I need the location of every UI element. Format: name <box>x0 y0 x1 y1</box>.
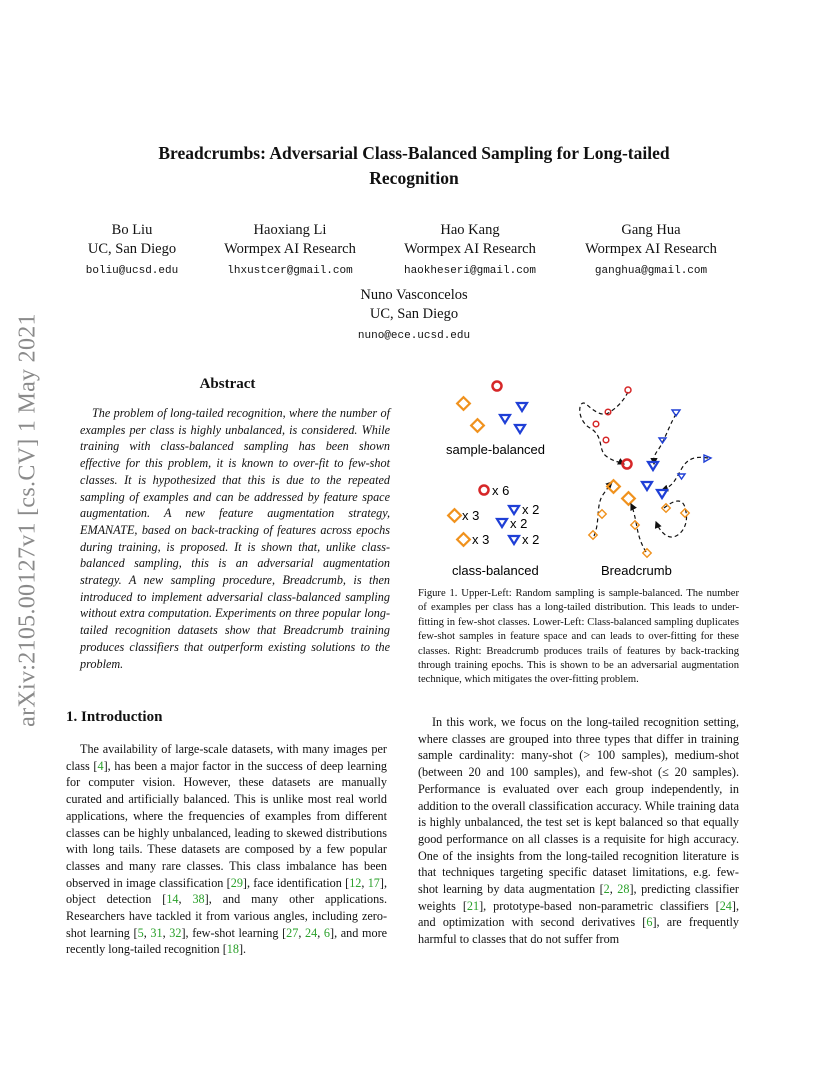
blue-breadcrumb <box>659 438 666 443</box>
citation-link[interactable]: 21 <box>466 898 480 913</box>
body-text: ], and optimization with second derivatives [ <box>418 898 739 930</box>
author-affiliation: Wormpex AI Research <box>585 241 717 257</box>
breadcrumb-panel <box>580 387 711 578</box>
label-class-balanced: class-balanced <box>452 563 539 578</box>
body-text: ], prototype-based non-parametric classifiers [ <box>479 898 720 913</box>
author-email[interactable]: boliu@ucsd.edu <box>85 265 179 277</box>
body-text: The availability of large-scale datasets, with many images per class [ <box>66 742 387 773</box>
body-text: ], and more recently long-tailed recognition [ <box>66 925 388 957</box>
count-triangle-b: x 2 <box>510 516 528 531</box>
author-email[interactable]: ganghua@gmail.com <box>594 265 708 277</box>
author-email[interactable]: nuno@ece.ucsd.edu <box>357 330 471 342</box>
citation-link[interactable]: 18 <box>226 942 239 957</box>
body-text: , <box>361 875 368 890</box>
blue-current-feature <box>642 482 652 490</box>
author-name: Haoxiang Li <box>253 222 327 238</box>
orange-breadcrumb <box>662 504 670 512</box>
blue-current-feature <box>657 490 667 498</box>
abstract-heading: Abstract <box>199 376 256 392</box>
sample-balanced-panel <box>446 382 545 458</box>
diamond-sample-marker <box>457 397 470 410</box>
triangle-sample-marker <box>515 425 525 433</box>
orange-current-feature <box>622 492 635 505</box>
count-diamond-a: x 3 <box>462 508 480 523</box>
body-text: ], face identification [ <box>242 875 350 890</box>
author-email[interactable]: haokheseri@gmail.com <box>403 265 537 277</box>
author-name: Hao Kang <box>440 222 500 238</box>
blue-current-feature <box>648 462 658 470</box>
orange-breadcrumb <box>681 509 689 517</box>
citation-link[interactable]: 2 <box>603 882 610 897</box>
class-balanced-panel <box>448 483 539 578</box>
triangle-class-marker <box>509 536 519 544</box>
label-sample-balanced: sample-balanced <box>446 442 546 457</box>
count-diamond-b: x 3 <box>472 532 490 547</box>
author-affiliation: UC, San Diego <box>369 306 459 322</box>
citation-link[interactable]: 14 <box>166 892 179 907</box>
red-trail-line <box>580 392 628 464</box>
author-affiliation: Wormpex AI Research <box>224 241 356 257</box>
author-affiliation: Wormpex AI Research <box>404 241 536 257</box>
citation-link[interactable]: 24 <box>305 925 318 940</box>
citation-link[interactable]: 24 <box>719 898 732 913</box>
citation-link[interactable]: 17 <box>367 875 380 890</box>
author-affiliation: UC, San Diego <box>87 241 177 257</box>
diamond-class-marker <box>457 533 470 546</box>
arxiv-stamp <box>8 285 48 755</box>
title-line-2: Recognition <box>369 168 459 188</box>
title-line-1: Breadcrumbs: Adversarial Class-Balanced Sampling for Long-tailed <box>158 143 670 163</box>
diamond-class-marker <box>448 509 461 522</box>
orange-breadcrumb <box>643 549 651 557</box>
author-4 <box>541 221 761 281</box>
paper-title <box>0 141 828 191</box>
body-text: , <box>317 925 324 940</box>
citation-link[interactable]: 27 <box>286 925 299 940</box>
author-name: Gang Hua <box>621 222 681 238</box>
author-name: Bo Liu <box>111 222 153 238</box>
triangle-class-marker <box>497 519 507 527</box>
circle-class-marker <box>480 486 489 495</box>
author-email[interactable]: lhxustcer@gmail.com <box>227 265 353 277</box>
body-text: In this work, we focus on the long-tailed recognition setting, where classes are grouped into three types that differ in training sample cardinality: many-shot (> 100 samples), medium-shot (between 20 and 100 samples), and few-shot (≤ 20 samples). Performance is evaluated over each group independently, in addition to the overall classification accuracy. While training data is highly unbalanced, the test set is kept balanced so that equally good performance on all classes is a requisite for high accuracy. One of the insights from the long-tailed recognition literature is that techniques targeting specific dataset limitations, e.g. few-shot learning by data augmentation [ <box>418 715 739 897</box>
red-breadcrumb <box>605 409 611 415</box>
citation-link[interactable]: 6 <box>323 925 331 940</box>
citation-link[interactable]: 31 <box>150 925 163 940</box>
body-text: , <box>143 925 151 940</box>
triangle-class-marker <box>509 506 519 514</box>
arxiv-stamp-text: arXiv:2105.00127v1 [cs.CV] 1 May 2021 <box>14 313 41 727</box>
label-breadcrumb: Breadcrumb <box>601 563 672 578</box>
citation-link[interactable]: 12 <box>349 875 362 890</box>
citation-link[interactable]: 32 <box>169 925 182 940</box>
body-text: , <box>162 925 170 940</box>
section-heading: 1. Introduction <box>66 709 163 725</box>
body-text: ], few-shot learning [ <box>181 925 287 940</box>
author-name: Nuno Vasconcelos <box>360 287 468 303</box>
diamond-sample-marker <box>471 419 484 432</box>
circle-sample-marker <box>493 382 502 391</box>
figure-caption: Figure 1. Upper-Left: Random sampling is sample-balanced. The number of examples per class has a long-tailed distribution. This leads to under-fitting in few-shot classes. Lower-Left: Class-balanced sampling duplicates few-shot samples in feature space and can leads to over-fitting for these classes. Right: Breadcrumb produces trails of features by back-tracking through training epochs. This is shown to be an adversarial augmentation technique, which mitigates the over-fitting problem. <box>418 588 739 686</box>
count-circle: x 6 <box>492 483 510 498</box>
count-triangle-c: x 2 <box>522 532 540 547</box>
orange-trail-line <box>656 501 687 537</box>
body-text: ]. <box>238 942 247 957</box>
orange-breadcrumb <box>598 510 606 518</box>
intro-right-column <box>418 714 739 948</box>
blue-breadcrumb <box>678 474 685 479</box>
body-text: , <box>178 892 193 907</box>
red-breadcrumb <box>593 421 599 427</box>
figure-1 <box>418 372 739 582</box>
blue-breadcrumb <box>672 410 680 416</box>
citation-link[interactable]: 38 <box>192 892 205 907</box>
body-text: ], has been a major factor in the success of deep learning for computer vision. However, these datasets are manually curated and artificially balanced. This is unlike most real world applications, where the frequencies of examples from different classes can be highly unbalanced, leading to skewed distributions with long tails. These datasets are composed by a few popular classes and many rare classes. This class imbalance has been observed in image classification [ <box>66 758 388 890</box>
body-text: , <box>298 925 306 940</box>
body-text: , <box>609 882 618 897</box>
body-text: ], and many other applications. Researchers have tackled it from various angles, including zero-shot learning [ <box>66 892 387 940</box>
citation-link[interactable]: 4 <box>97 758 104 773</box>
count-triangle-a: x 2 <box>522 502 540 517</box>
citation-link[interactable]: 28 <box>617 882 630 897</box>
body-text: ], object detection [ <box>66 875 387 907</box>
triangle-sample-marker <box>500 415 510 423</box>
citation-link[interactable]: 5 <box>137 925 144 940</box>
red-breadcrumb <box>603 437 609 443</box>
citation-link[interactable]: 29 <box>230 875 243 890</box>
body-text: ], predicting classifier weights [ <box>418 882 739 913</box>
orange-breadcrumb <box>589 531 597 539</box>
abstract-body: The problem of long-tailed recognition, where the number of examples per class is highly unbalanced, is considered. While training with class-balanced sampling has been shown effective for this problem, it is known to over-fit to few-shot classes. It is hypothesized that this is due to the repeated sampling of examples and can be addressed by feature space augmentation. A new feature augmentation strategy, EMANATE, based on back-tracking of features across epochs during training, is proposed. It is shown that, unlike class-balanced sampling, this is an adversarial augmentation strategy. A new sampling procedure, Breadcrumb, is then introduced to implement adversarial class-balanced sampling without extra computation. Experiments on three popular long-tailed recognition datasets show that Breadcrumb training produces classifiers that outperform existing solutions to the problem. <box>80 406 390 671</box>
triangle-sample-marker <box>517 403 527 411</box>
body-text: ], are frequently harmful to classes that do not suffer from <box>418 915 739 947</box>
intro-left-column <box>66 741 387 958</box>
citation-link[interactable]: 6 <box>646 915 653 930</box>
orange-breadcrumb <box>631 521 639 529</box>
author-5 <box>292 286 536 346</box>
